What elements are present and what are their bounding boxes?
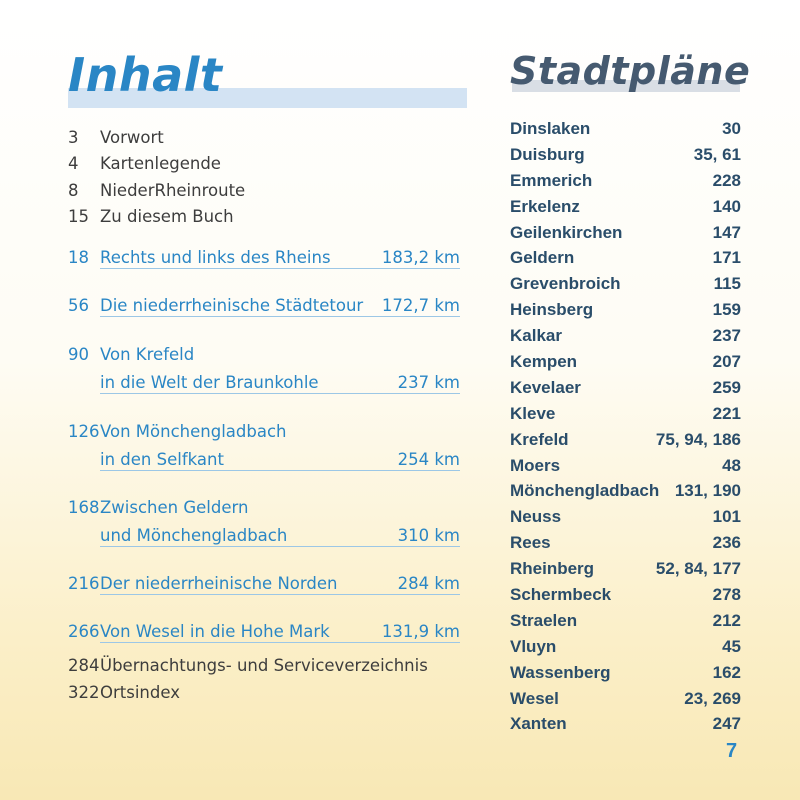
- city-name: Grevenbroich: [510, 274, 621, 294]
- toc-entry[interactable]: [68, 682, 460, 704]
- route-entry[interactable]: [68, 421, 460, 443]
- city-pages: 101: [712, 507, 741, 527]
- route-distance: 237 km: [397, 373, 460, 392]
- city-name: Geilenkirchen: [510, 222, 623, 242]
- page-number: 7: [726, 740, 738, 762]
- route-entry[interactable]: [68, 247, 460, 269]
- route-entry[interactable]: [68, 295, 460, 317]
- city-row[interactable]: [510, 660, 741, 686]
- city-name: Duisburg: [510, 144, 585, 164]
- route-divider: [100, 393, 460, 394]
- city-pages: 45: [722, 636, 741, 656]
- route-distance: 284 km: [397, 574, 460, 593]
- toc-entry-title: Ortsindex: [100, 683, 180, 702]
- city-pages: 171: [712, 248, 741, 268]
- route-page-number: 266: [68, 622, 100, 641]
- toc-entry-title: Zu diesem Buch: [100, 207, 234, 226]
- toc-page-number: 322: [68, 683, 100, 702]
- city-name: Heinsberg: [510, 300, 594, 320]
- route-title-line2: und Mönchengladbach: [100, 526, 288, 545]
- toc-entry[interactable]: [68, 127, 460, 149]
- route-entry[interactable]: [68, 573, 460, 595]
- route-entry-continuation[interactable]: [68, 525, 460, 547]
- city-pages: 30: [722, 119, 741, 138]
- city-row[interactable]: [510, 711, 741, 737]
- city-name: Wesel: [510, 688, 559, 708]
- city-row[interactable]: [510, 349, 741, 375]
- route-distance: 254 km: [397, 450, 460, 469]
- toc-page-number: 284: [68, 656, 100, 675]
- city-row[interactable]: [510, 168, 741, 194]
- city-name: Dinslaken: [510, 119, 591, 138]
- city-name: Wassenberg: [510, 662, 611, 682]
- route-distance: 183,2 km: [381, 248, 460, 267]
- city-pages: 131, 190: [674, 481, 741, 501]
- city-row[interactable]: [510, 478, 741, 504]
- city-pages: 236: [712, 533, 741, 553]
- route-title: Rechts und links des Rheins: [100, 248, 331, 267]
- city-pages: 147: [712, 222, 741, 242]
- city-pages: 162: [712, 662, 741, 682]
- route-divider: [100, 642, 460, 643]
- route-title: Von Mönchengladbach: [100, 422, 287, 441]
- toc-entry[interactable]: [68, 206, 460, 228]
- toc-entry-title: Übernachtungs- und Serviceverzeichnis: [100, 656, 428, 675]
- city-row[interactable]: [510, 401, 741, 427]
- city-name: Rheinberg: [510, 559, 595, 579]
- city-pages: 228: [712, 170, 741, 190]
- city-map-list: [510, 116, 741, 737]
- route-distance: 172,7 km: [381, 296, 460, 315]
- city-pages: 35, 61: [693, 144, 741, 164]
- city-name: Kalkar: [510, 326, 562, 346]
- toc-entry[interactable]: [68, 180, 460, 202]
- route-divider: [100, 546, 460, 547]
- city-row[interactable]: [510, 116, 741, 142]
- route-entry-continuation[interactable]: [68, 449, 460, 471]
- toc-entry-title: Kartenlegende: [100, 154, 221, 173]
- city-name: Kevelaer: [510, 377, 581, 397]
- route-title: Zwischen Geldern: [100, 498, 249, 517]
- toc-page-number: 3: [68, 128, 79, 147]
- city-name: Xanten: [510, 714, 567, 734]
- city-pages: 75, 94, 186: [655, 429, 741, 449]
- city-name: Vluyn: [510, 636, 557, 656]
- city-pages: 259: [712, 377, 741, 397]
- city-name: Erkelenz: [510, 196, 580, 216]
- city-name: Mönchengladbach: [510, 481, 660, 501]
- toc-entry-title: Vorwort: [100, 128, 164, 147]
- city-pages: 221: [712, 403, 741, 423]
- route-page-number: 126: [68, 422, 100, 441]
- route-page-number: 90: [68, 345, 89, 364]
- toc-page-number: 4: [68, 154, 79, 173]
- route-divider: [100, 594, 460, 595]
- route-entry-continuation[interactable]: [68, 372, 460, 394]
- route-page-number: 168: [68, 498, 100, 517]
- city-pages: 212: [712, 610, 741, 630]
- city-row[interactable]: [510, 582, 741, 608]
- city-pages: 207: [712, 352, 741, 372]
- city-row[interactable]: [510, 530, 741, 556]
- city-pages: 52, 84, 177: [655, 559, 741, 579]
- route-divider: [100, 268, 460, 269]
- route-entry[interactable]: [68, 621, 460, 643]
- city-pages: 23, 269: [684, 688, 741, 708]
- city-pages: 247: [712, 714, 741, 734]
- city-row[interactable]: [510, 375, 741, 401]
- city-row[interactable]: [510, 194, 741, 220]
- city-name: Neuss: [510, 507, 562, 527]
- route-entry[interactable]: [68, 344, 460, 366]
- city-name: Kleve: [510, 403, 556, 423]
- route-distance: 131,9 km: [381, 622, 460, 641]
- city-row[interactable]: [510, 142, 741, 168]
- city-pages: 237: [712, 326, 741, 346]
- city-pages: 115: [713, 274, 741, 294]
- route-title: Die niederrheinische Städtetour: [100, 296, 364, 315]
- toc-page-number: 8: [68, 181, 79, 200]
- city-row[interactable]: [510, 297, 741, 323]
- city-row[interactable]: [510, 453, 741, 479]
- toc-entry[interactable]: [68, 153, 460, 175]
- city-pages: 48: [722, 455, 741, 475]
- city-name: Krefeld: [510, 429, 569, 449]
- route-title-line2: in den Selfkant: [100, 450, 224, 469]
- stadtplaene-title: Stadtpläne: [510, 49, 751, 93]
- route-divider: [100, 316, 460, 317]
- toc-entry[interactable]: [68, 655, 460, 677]
- route-page-number: 18: [68, 248, 89, 267]
- toc-entry-title: NiederRheinroute: [100, 181, 246, 200]
- city-pages: 159: [712, 300, 741, 320]
- city-name: Kempen: [510, 352, 578, 372]
- city-row[interactable]: [510, 427, 741, 453]
- city-name: Rees: [510, 533, 551, 553]
- route-distance: 310 km: [397, 526, 460, 545]
- route-title: Der niederrheinische Norden: [100, 574, 338, 593]
- route-page-number: 56: [68, 296, 89, 315]
- route-title: Von Krefeld: [100, 345, 195, 364]
- city-pages: 140: [712, 196, 741, 216]
- city-row[interactable]: [510, 271, 741, 297]
- city-row[interactable]: [510, 220, 741, 246]
- route-entry[interactable]: [68, 497, 460, 519]
- city-row[interactable]: [510, 245, 741, 271]
- city-name: Moers: [510, 455, 561, 475]
- route-title: Von Wesel in die Hohe Mark: [100, 622, 330, 641]
- city-name: Straelen: [510, 610, 578, 630]
- city-name: Emmerich: [510, 170, 593, 190]
- city-pages: 278: [712, 585, 741, 605]
- route-divider: [100, 470, 460, 471]
- inhalt-title: Inhalt: [68, 48, 223, 102]
- toc-page-number: 15: [68, 207, 89, 226]
- route-page-number: 216: [68, 574, 100, 593]
- route-title-line2: in die Welt der Braunkohle: [100, 373, 319, 392]
- city-name: Geldern: [510, 248, 575, 268]
- city-row[interactable]: [510, 634, 741, 660]
- city-row[interactable]: [510, 608, 741, 634]
- city-row[interactable]: [510, 556, 741, 582]
- city-row[interactable]: [510, 323, 741, 349]
- city-row[interactable]: [510, 504, 741, 530]
- city-name: Schermbeck: [510, 585, 612, 605]
- city-row[interactable]: [510, 686, 741, 712]
